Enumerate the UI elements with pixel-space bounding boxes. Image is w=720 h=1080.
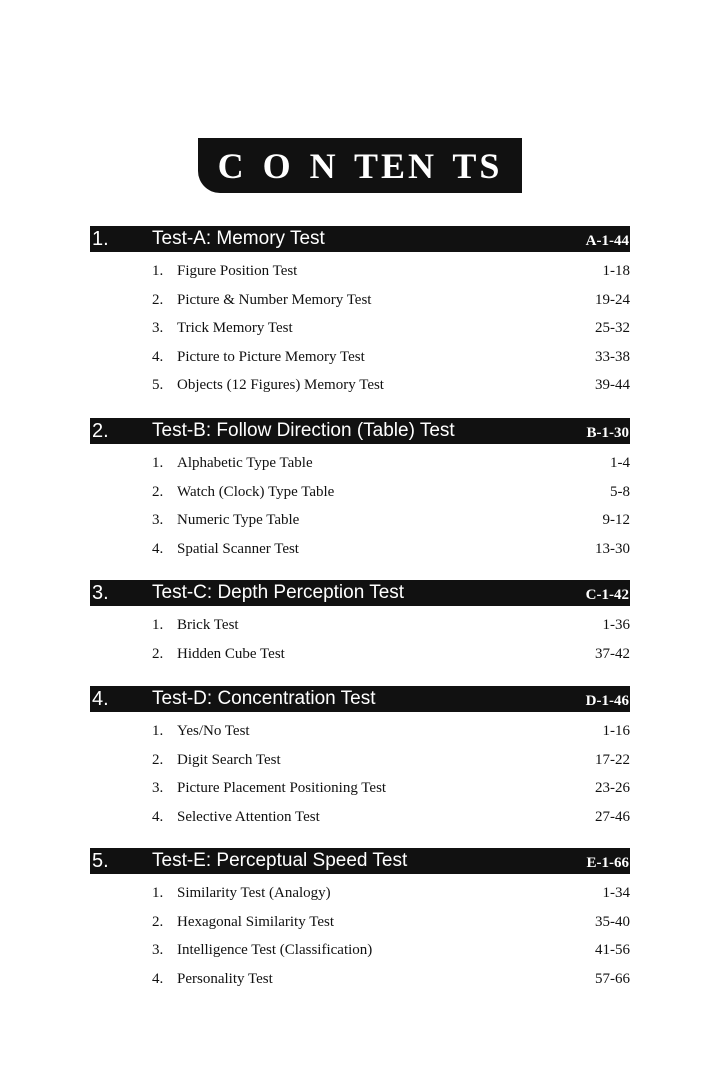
entry-title: Picture & Number Memory Test <box>177 291 372 308</box>
entry-title: Picture to Picture Memory Test <box>177 348 365 365</box>
section-header <box>90 418 630 444</box>
section-number: 3. <box>92 582 109 604</box>
entry-page-range: 1-4 <box>610 455 630 471</box>
entry-page-range: 1-16 <box>602 723 630 739</box>
entry-number: 3. <box>152 942 164 959</box>
toc-entry <box>0 481 720 503</box>
section-number: 2. <box>92 420 109 442</box>
toc-entry <box>0 374 720 396</box>
section-header <box>90 848 630 874</box>
entry-title: Watch (Clock) Type Table <box>177 483 335 500</box>
entry-page-range: 35-40 <box>595 913 630 930</box>
entry-page-range: 25-32 <box>595 320 630 337</box>
entry-number: 4. <box>152 348 164 365</box>
toc-entry <box>0 911 720 933</box>
toc-entry <box>0 777 720 799</box>
toc-entry <box>0 452 720 474</box>
toc-entry <box>0 317 720 339</box>
entry-number: 1. <box>152 617 164 633</box>
toc-entry <box>0 260 720 282</box>
toc-entry <box>0 346 720 368</box>
section-page-range: E-1-66 <box>586 855 629 871</box>
entry-number: 3. <box>152 512 164 529</box>
section-title: Test-E: Perceptual Speed Test <box>152 850 408 871</box>
entry-page-range: 5-8 <box>610 483 630 500</box>
section-title: Test-D: Concentration Test <box>152 688 376 709</box>
entry-number: 1. <box>152 455 164 471</box>
toc-entry <box>0 806 720 828</box>
entry-number: 1. <box>152 885 164 901</box>
entry-title: Hexagonal Similarity Test <box>177 913 334 930</box>
section-title: Test-C: Depth Perception Test <box>152 582 405 603</box>
entry-page-range: 57-66 <box>595 970 630 987</box>
entry-number: 5. <box>152 377 164 394</box>
section-page-range: B-1-30 <box>586 425 629 441</box>
entry-number: 2. <box>152 913 164 930</box>
entry-number: 4. <box>152 540 164 557</box>
contents-title-banner <box>198 138 522 193</box>
entry-title: Trick Memory Test <box>177 320 293 337</box>
entry-page-range: 39-44 <box>595 377 630 394</box>
contents-title: C O N TEN TS <box>217 145 503 186</box>
entry-title: Intelligence Test (Classification) <box>177 942 373 959</box>
entry-page-range: 19-24 <box>595 291 630 308</box>
entry-number: 2. <box>152 645 164 662</box>
entry-title: Objects (12 Figures) Memory Test <box>177 377 384 394</box>
entry-page-range: 1-36 <box>602 617 630 633</box>
entry-page-range: 37-42 <box>595 645 630 662</box>
toc-entry <box>0 939 720 961</box>
entry-number: 2. <box>152 751 164 768</box>
toc-entry <box>0 289 720 311</box>
entry-number: 1. <box>152 723 164 739</box>
toc-entry <box>0 643 720 665</box>
entry-number: 2. <box>152 483 164 500</box>
section-header <box>90 580 630 606</box>
entry-number: 2. <box>152 291 164 308</box>
entry-page-range: 1-18 <box>602 263 630 279</box>
section-number: 1. <box>92 228 109 250</box>
entry-page-range: 23-26 <box>595 780 630 797</box>
toc-entry <box>0 968 720 990</box>
section-page-range: D-1-46 <box>585 693 629 709</box>
toc-entry <box>0 882 720 904</box>
entry-number: 4. <box>152 808 164 825</box>
toc-entry <box>0 509 720 531</box>
entry-title: Yes/No Test <box>177 723 250 739</box>
toc-entry <box>0 538 720 560</box>
entry-page-range: 17-22 <box>595 751 630 768</box>
entry-number: 1. <box>152 263 164 279</box>
section-page-range: C-1-42 <box>585 587 629 603</box>
entry-page-range: 13-30 <box>595 540 630 557</box>
toc-entry <box>0 614 720 636</box>
entry-title: Hidden Cube Test <box>177 645 285 662</box>
entry-title: Personality Test <box>177 970 273 987</box>
section-page-range: A-1-44 <box>585 233 629 249</box>
toc-entry <box>0 749 720 771</box>
entry-title: Alphabetic Type Table <box>177 455 313 471</box>
entry-number: 4. <box>152 970 164 987</box>
entry-title: Digit Search Test <box>177 751 281 768</box>
section-number: 5. <box>92 850 109 872</box>
section-title: Test-A: Memory Test <box>152 228 325 249</box>
entry-title: Brick Test <box>177 617 239 633</box>
entry-title: Selective Attention Test <box>177 808 320 825</box>
entry-page-range: 27-46 <box>595 808 630 825</box>
entry-title: Picture Placement Positioning Test <box>177 780 387 797</box>
section-header <box>90 226 630 252</box>
section-header <box>90 686 630 712</box>
entry-title: Numeric Type Table <box>177 512 300 529</box>
entry-title: Spatial Scanner Test <box>177 540 299 557</box>
entry-page-range: 33-38 <box>595 348 630 365</box>
entry-page-range: 9-12 <box>602 512 630 529</box>
entry-page-range: 41-56 <box>595 942 630 959</box>
section-title: Test-B: Follow Direction (Table) Test <box>152 420 455 441</box>
entry-title: Similarity Test (Analogy) <box>177 885 331 901</box>
entry-title: Figure Position Test <box>177 263 298 279</box>
entry-number: 3. <box>152 320 164 337</box>
section-number: 4. <box>92 688 109 710</box>
entry-number: 3. <box>152 780 164 797</box>
toc-entry <box>0 720 720 742</box>
entry-page-range: 1-34 <box>602 885 630 901</box>
